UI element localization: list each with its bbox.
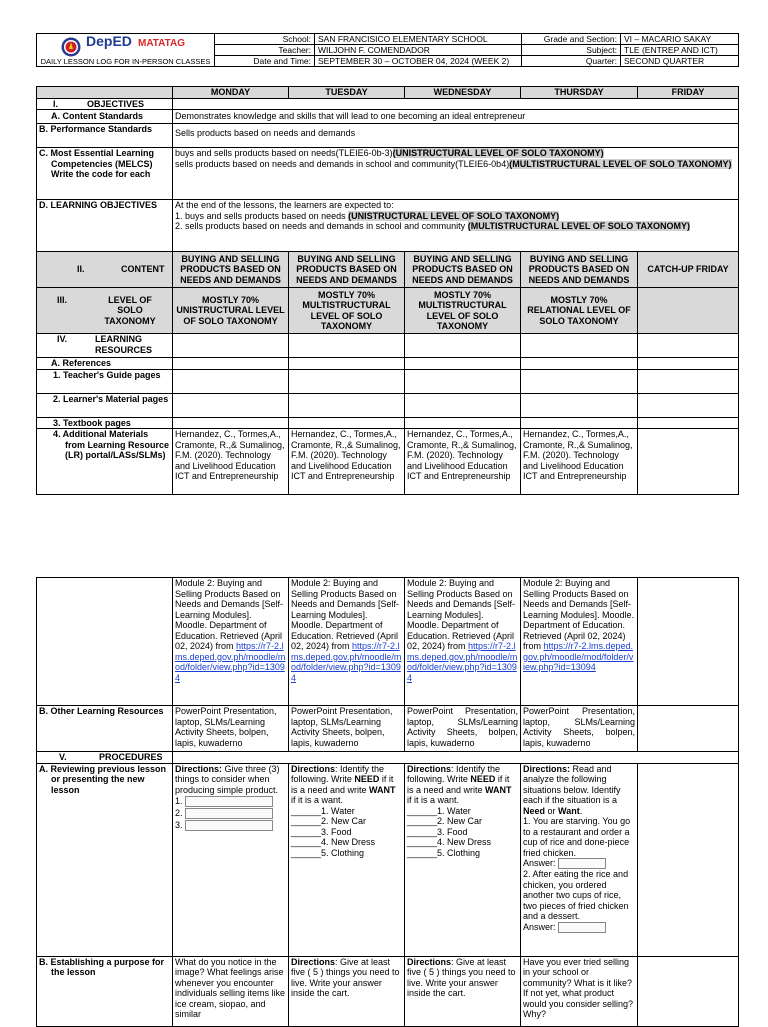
content-label: II. CONTENT	[37, 252, 173, 288]
citation-cont-monday: Module 2: Buying and Selling Products Based on Needs and Demands [Self-Learning Modules]. Moodle. Department of Education. Retrieved (April 02, 2024) from https://r7-2.lms.deped.gov.ph/moodle/mod/folder/view.php?id=13094	[173, 578, 289, 706]
citation-tuesday: Hernandez, C., Tormes,A., Cramonte, R.,& Sumalinog, F.M. (2020). Technology and Livelihood Education ICT and Entrepreneurship	[289, 429, 405, 495]
other-resources-label: B. Other Learning Resources	[37, 706, 173, 752]
melcs-label: C. Most Essential Learning Competencies (MELCS) Write the code for each	[37, 148, 173, 200]
solo-highlight: (MULTISTRUCTURAL LEVEL OF SOLO TAXONOMY)	[467, 221, 691, 231]
lr-portal-link[interactable]: https://r7-2.lms.deped.gov.ph/moodle/mod/folder/view.php?id=13094	[175, 641, 286, 683]
learning-objectives-label: D. LEARNING OBJECTIVES	[37, 200, 173, 252]
day-friday: FRIDAY	[638, 87, 739, 99]
textbook-label: 3. Textbook pages	[37, 417, 173, 429]
solo-monday: MOSTLY 70% UNISTRUCTURAL LEVEL OF SOLO TAXONOMY	[173, 288, 289, 334]
performance-standards-label: B. Performance Standards	[37, 124, 173, 148]
other-wednesday: PowerPoint Presentation, laptop, SLMs/Learning Activity Sheets, bolpen, lapis, kuwaderno	[405, 706, 521, 752]
log-title: DAILY LESSON LOG FOR IN-PERSON CLASSES	[40, 56, 211, 66]
deped-logo-text: DepED	[86, 33, 132, 49]
header-table	[36, 33, 739, 67]
answer-box-3[interactable]	[185, 820, 273, 831]
solo-wednesday: MOSTLY 70% MULTISTRUCTURAL LEVEL OF SOLO TAXONOMY	[405, 288, 521, 334]
teacher-label: Teacher:	[215, 45, 315, 56]
day-monday: MONDAY	[173, 87, 289, 99]
citation-cont-thursday: Module 2: Buying and Selling Products Based on Needs and Demands [Self-Learning Modules]. Moodle. Department of Education. Retrieved (April 02, 2024) from https://r7-2.lms.deped.gov.ph/moodle/mod/folder/view.php?id=13094	[521, 578, 638, 706]
day-wednesday: WEDNESDAY	[405, 87, 521, 99]
teachers-guide-label: 1. Teacher's Guide pages	[37, 369, 173, 393]
answer-box-1[interactable]	[185, 796, 273, 807]
content-monday: BUYING AND SELLING PRODUCTS BASED ON NEEDS AND DEMANDS	[173, 252, 289, 288]
solo-highlight: (MULTISTRUCTURAL LEVEL OF SOLO TAXONOMY)	[509, 158, 732, 169]
purpose-monday: What do you notice in the image? What feelings arise whenever you encounter individuals selling items like ice cream, siopao, and similar	[173, 956, 289, 1026]
subject-value: TLE (ENTREP AND ICT)	[621, 45, 739, 56]
citation-cont-wednesday: Module 2: Buying and Selling Products Based on Needs and Demands [Self-Learning Modules]. Moodle. Department of Education. Retrieved (April 02, 2024) from https://r7-2.lms.deped.gov.ph/moodle/mod/folder/view.php?id=13094	[405, 578, 521, 706]
additional-materials-label: 4. Additional Materials from Learning Resource (LR) portal/LASs/SLMs)	[37, 429, 173, 495]
purpose-label: B. Establishing a purpose for the lesson	[37, 956, 173, 1026]
review-wednesday: Directions: Identify the following. Write NEED if it is a need and write WANT if it is a want. ______1. Water ______2. New Car ______3. Food ______4. New Dress ______5. Clothing	[405, 763, 521, 956]
learners-material-label: 2. Learner's Material pages	[37, 393, 173, 417]
lr-portal-link[interactable]: https://r7-2.lms.deped.gov.ph/moodle/mod/folder/view.php?id=13094	[291, 641, 402, 683]
procedures-heading: V. PROCEDURES	[37, 752, 173, 764]
grade-value: VI – MACARIO SAKAY	[621, 34, 739, 45]
review-tuesday: Directions: Identify the following. Write NEED if it is a need and write WANT if it is a want. ______1. Water ______2. New Car ______3. Food ______4. New Dress ______5. Clothing	[289, 763, 405, 956]
answer-box-situation-2[interactable]	[558, 922, 606, 933]
logo-cell	[37, 34, 215, 67]
citation-wednesday: Hernandez, C., Tormes,A., Cramonte, R.,& Sumalinog, F.M. (2020). Technology and Livelihood Education ICT and Entrepreneurship	[405, 429, 521, 495]
content-standards-label: A. Content Standards	[37, 110, 173, 124]
performance-standards: Sells products based on needs and demands	[173, 124, 739, 148]
answer-box-2[interactable]	[185, 808, 273, 819]
subject-label: Subject:	[522, 45, 621, 56]
content-tuesday: BUYING AND SELLING PRODUCTS BASED ON NEEDS AND DEMANDS	[289, 252, 405, 288]
purpose-thursday: Have you ever tried selling in your school or community? What is it like? If not yet, what product would you consider selling? Why?	[521, 956, 638, 1026]
objectives-heading: I. OBJECTIVES	[37, 98, 173, 110]
review-label: A. Reviewing previous lesson or presenting the new lesson	[37, 763, 173, 956]
resources-label: IV. LEARNING RESOURCES	[37, 334, 173, 358]
solo-tuesday: MOSTLY 70% MULTISTRUCTURAL LEVEL OF SOLO TAXONOMY	[289, 288, 405, 334]
solo-friday	[638, 288, 739, 334]
quarter-label: Quarter:	[522, 56, 621, 67]
melcs: buys and sells products based on needs(TLEIE6-0b-3)(UNISTRUCTURAL LEVEL OF SOLO TAXONOMY) sells products based on needs and demands in school and community(TLEIE6-0b4)(MULTISTRUCTURAL LEVEL OF SOLO TAXONOMY)	[173, 148, 739, 200]
solo-label: III. LEVEL OF SOLO TAXONOMY	[37, 288, 173, 334]
corner-cell	[37, 87, 173, 99]
content-friday: CATCH-UP FRIDAY	[638, 252, 739, 288]
citation-thursday: Hernandez, C., Tormes,A., Cramonte, R.,& Sumalinog, F.M. (2020). Technology and Livelihood Education ICT and Entrepreneurship	[521, 429, 638, 495]
content-wednesday: BUYING AND SELLING PRODUCTS BASED ON NEEDS AND DEMANDS	[405, 252, 521, 288]
purpose-tuesday: Directions: Give at least five ( 5 ) things you need to live. Write your answer inside the cart.	[289, 956, 405, 1026]
day-tuesday: TUESDAY	[289, 87, 405, 99]
content-thursday: BUYING AND SELLING PRODUCTS BASED ON NEEDS AND DEMANDS	[521, 252, 638, 288]
objectives-blank	[173, 98, 739, 110]
grade-label: Grade and Section:	[522, 34, 621, 45]
other-thursday: PowerPoint Presentation, laptop, SLMs/Learning Activity Sheets, bolpen, lapis, kuwaderno	[521, 706, 638, 752]
solo-thursday: MOSTLY 70% RELATIONAL LEVEL OF SOLO TAXONOMY	[521, 288, 638, 334]
deped-seal-icon	[61, 37, 81, 57]
other-tuesday: PowerPoint Presentation, laptop, SLMs/Learning Activity Sheets, bolpen, lapis, kuwaderno	[289, 706, 405, 752]
citation-cont-tuesday: Module 2: Buying and Selling Products Based on Needs and Demands [Self-Learning Modules]. Moodle. Department of Education. Retrieved (April 02, 2024) from https://r7-2.lms.deped.gov.ph/moodle/mod/folder/view.php?id=13094	[289, 578, 405, 706]
answer-box-situation-1[interactable]	[558, 858, 606, 869]
date-value: SEPTEMBER 30 – OCTOBER 04, 2024 (WEEK 2)	[315, 56, 522, 67]
school-label: School:	[215, 34, 315, 45]
lesson-log-table-continued	[36, 577, 739, 1027]
solo-highlight: (UNISTRUCTURAL LEVEL OF SOLO TAXONOMY)	[348, 210, 560, 221]
quarter-value: SECOND QUARTER	[621, 56, 739, 67]
solo-highlight: (UNISTRUCTURAL LEVEL OF SOLO TAXONOMY)	[392, 148, 604, 158]
content-standards: Demonstrates knowledge and skills that will lead to one becoming an ideal entrepreneur	[173, 110, 739, 124]
date-label: Date and Time:	[215, 56, 315, 67]
lr-portal-link[interactable]: https://r7-2.lms.deped.gov.ph/moodle/mod/folder/view.php?id=13094	[523, 641, 634, 672]
review-monday: Directions: Give three (3) things to consider when producing simple product. 1. 2. 3.	[173, 763, 289, 956]
day-thursday: THURSDAY	[521, 87, 638, 99]
lesson-log-table	[36, 86, 739, 495]
matatag-logo-text: MATATAG	[138, 37, 186, 49]
references-label: A. References	[37, 358, 173, 370]
review-thursday: Directions: Read and analyze the following situations below. Identify each if the situation is a Need or Want. 1. You are starving. You go to a restaurant and order a cup of rice and done-piece fried chicken. Answer: 2. After eating the rice and chicken, you ordered another two cups of rice, two pieces of fried chicken and a dessert. Answer:	[521, 763, 638, 956]
citation-monday: Hernandez, C., Tormes,A., Cramonte, R.,& Sumalinog, F.M. (2020). Technology and Livelihood Education ICT and Entrepreneurship	[173, 429, 289, 495]
other-monday: PowerPoint Presentation, laptop, SLMs/Learning Activity Sheets, bolpen, lapis, kuwaderno	[173, 706, 289, 752]
learning-objectives: At the end of the lessons, the learners are expected to: 1. buys and sells products based on needs (UNISTRUCTURAL LEVEL OF SOLO TAXONOMY) 2. sells products based on needs and demands in school and community (MULTISTRUCTURAL LEVEL OF SOLO TAXONOMY)	[173, 200, 739, 252]
purpose-wednesday: Directions: Give at least five ( 5 ) things you need to live. Write your answer inside the cart.	[405, 956, 521, 1026]
school-value: SAN FRANCISICO ELEMENTARY SCHOOL	[315, 34, 522, 45]
lr-portal-link[interactable]: https://r7-2.lms.deped.gov.ph/moodle/mod/folder/view.php?id=13094	[407, 641, 518, 683]
teacher-value: WILJOHN F. COMENDADOR	[315, 45, 522, 56]
